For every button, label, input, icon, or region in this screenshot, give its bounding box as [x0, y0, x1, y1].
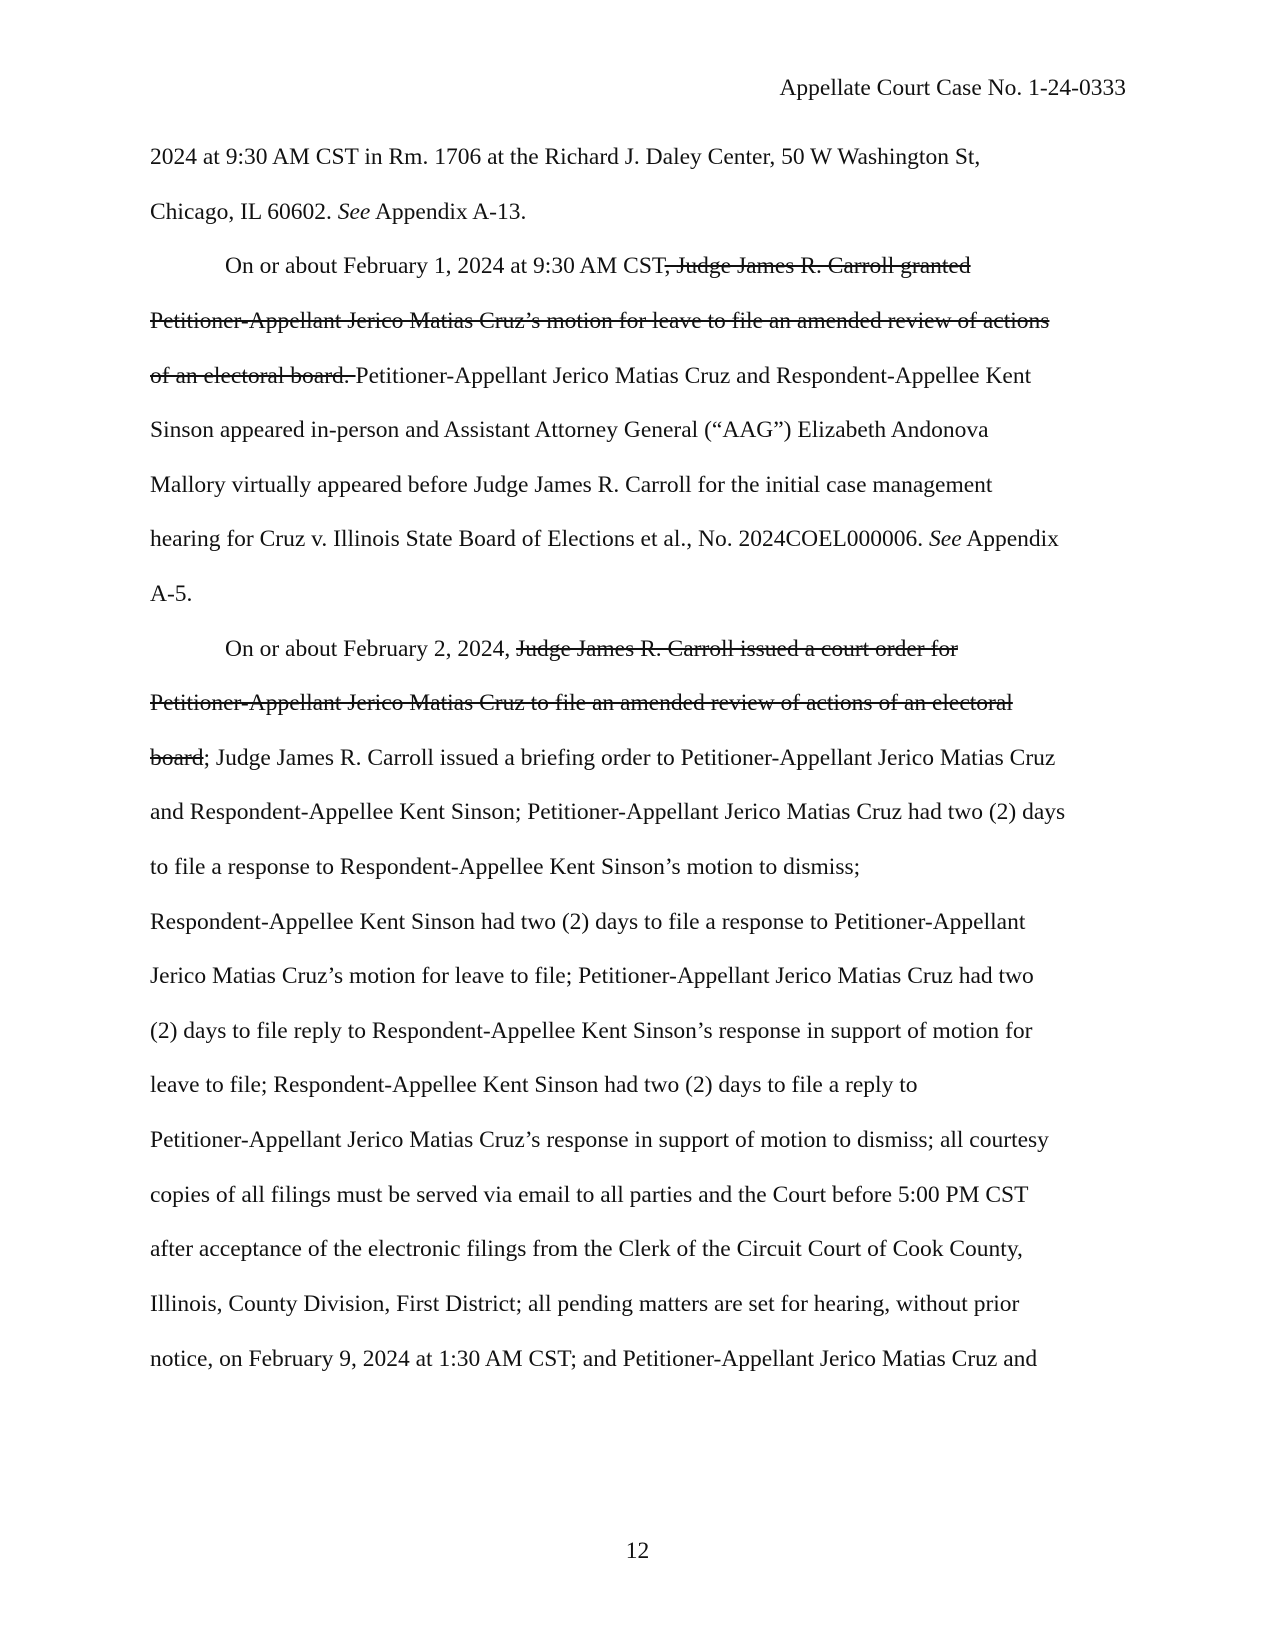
paragraph-2-line-3: [150, 360, 1031, 392]
see-signal: See: [929, 526, 962, 552]
paragraph-3-line-1: [225, 633, 958, 665]
text-run: On or about February 2, 2024,: [225, 636, 517, 662]
paragraph-3-line-5: to file a response to Respondent-Appellee Kent Sinson’s motion to dismiss;: [150, 854, 861, 880]
paragraph-1-line-1: 2024 at 9:30 AM CST in Rm. 1706 at the Richard J. Daley Center, 50 W Washington St,: [150, 144, 981, 170]
paragraph-3-line-6: Respondent-Appellee Kent Sinson had two (2) days to file a response to Petitioner-Appellant: [150, 909, 1026, 935]
see-signal: See: [337, 199, 371, 225]
struck-text: Petitioner-Appellant Jerico Matias Cruz’s motion for leave to file an amended review of actions: [150, 308, 1050, 334]
struck-text: , Judge James R. Carroll granted: [664, 253, 971, 279]
paragraph-3-line-12: after acceptance of the electronic filings from the Clerk of the Circuit Court of Cook County,: [150, 1236, 1023, 1262]
text-run: Petitioner-Appellant Jerico Matias Cruz and Respondent-Appellee Kent: [355, 363, 1032, 389]
paragraph-3-line-13: Illinois, County Division, First District; all pending matters are set for hearing, without prior: [150, 1291, 1020, 1317]
paragraph-3-line-7: Jerico Matias Cruz’s motion for leave to file; Petitioner-Appellant Jerico Matias Cruz had two: [150, 963, 1034, 989]
page-number: 12: [625, 1538, 650, 1564]
paragraph-3-line-4: and Respondent-Appellee Kent Sinson; Petitioner-Appellant Jerico Matias Cruz had two (2) days: [150, 799, 1066, 825]
struck-text: Judge James R. Carroll issued a court order for: [516, 636, 958, 662]
struck-text: Petitioner-Appellant Jerico Matias Cruz to file an amended review of actions of an electoral: [150, 690, 1013, 716]
struck-text: of an electoral board.: [150, 363, 356, 389]
paragraph-3-line-3: [150, 742, 1055, 774]
paragraph-2-line-1: [225, 250, 971, 282]
paragraph-2-line-6: [150, 523, 1059, 555]
text-run: Appendix: [961, 526, 1059, 552]
struck-text: board: [150, 745, 204, 771]
text-run: Appendix A-13.: [370, 199, 527, 225]
paragraph-3-line-10: Petitioner-Appellant Jerico Matias Cruz’s response in support of motion to dismiss; all courtesy: [150, 1127, 1049, 1153]
paragraph-3-line-2: [150, 687, 1013, 719]
paragraph-1-line-2: [150, 196, 526, 228]
paragraph-2-line-4: Sinson appeared in-person and Assistant Attorney General (“AAG”) Elizabeth Andonova: [150, 417, 989, 443]
text-run: ; Judge James R. Carroll issued a briefing order to Petitioner-Appellant Jerico Matias Cruz: [203, 745, 1056, 771]
paragraph-2-line-2: [150, 305, 1049, 337]
case-number-header: Appellate Court Case No. 1-24-0333: [779, 75, 1126, 101]
paragraph-3-line-8: (2) days to file reply to Respondent-Appellee Kent Sinson’s response in support of motion for: [150, 1018, 1033, 1044]
paragraph-2-line-5: Mallory virtually appeared before Judge James R. Carroll for the initial case management: [150, 472, 993, 498]
text-run: hearing for Cruz v. Illinois State Board of Elections et al., No. 2024COEL000006.: [150, 526, 930, 552]
paragraph-2-line-7: A-5.: [150, 581, 193, 607]
paragraph-3-line-11: copies of all filings must be served via email to all parties and the Court before 5:00 PM CST: [150, 1182, 1029, 1208]
text-run: On or about February 1, 2024 at 9:30 AM CST: [225, 253, 665, 279]
paragraph-3-line-9: leave to file; Respondent-Appellee Kent Sinson had two (2) days to file a reply to: [150, 1072, 918, 1098]
paragraph-3-line-14: notice, on February 9, 2024 at 1:30 AM CST; and Petitioner-Appellant Jerico Matias Cruz and: [150, 1346, 1038, 1372]
text-run: Chicago, IL 60602.: [150, 199, 338, 225]
